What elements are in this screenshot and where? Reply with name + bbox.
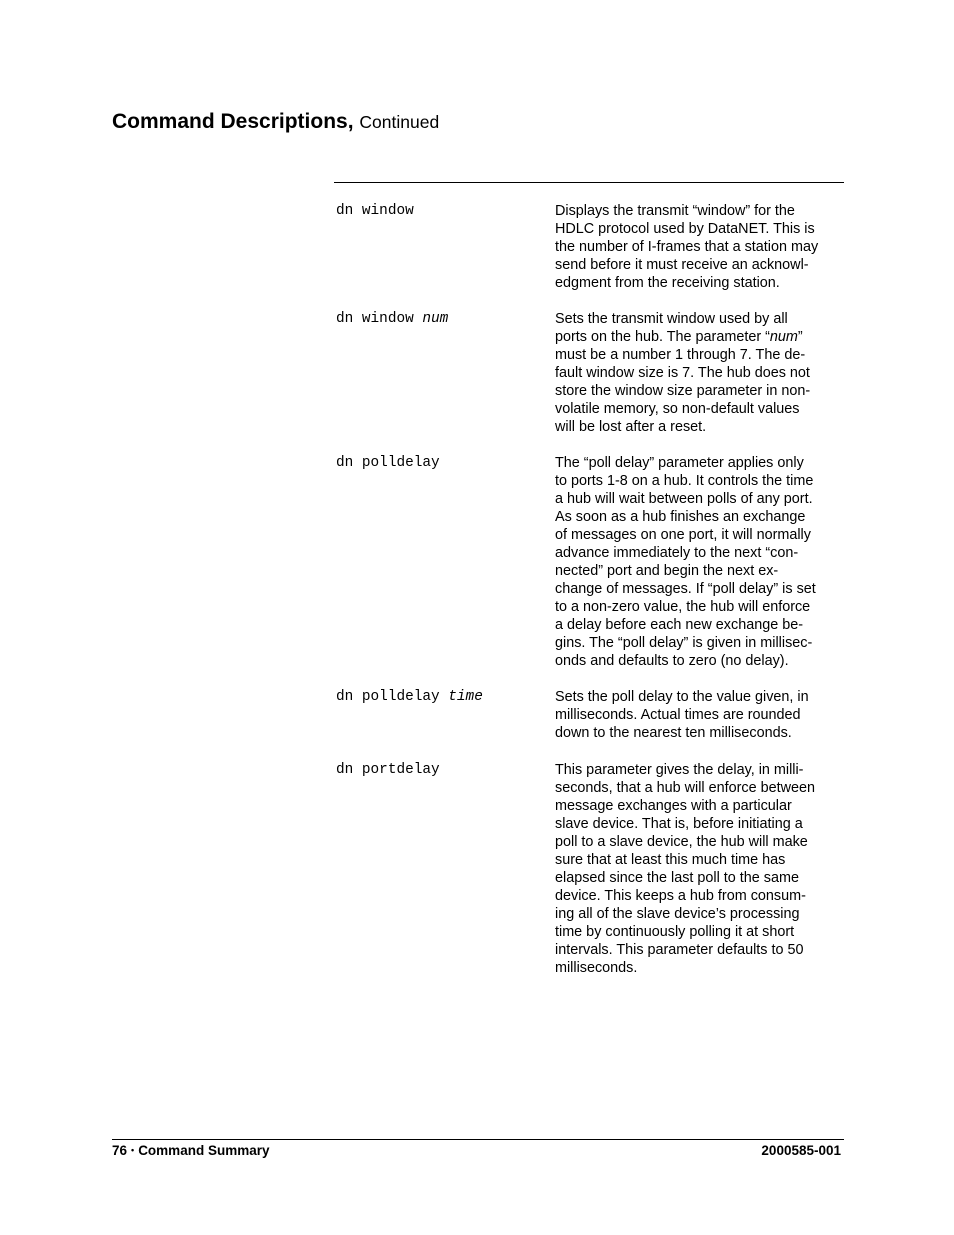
- footer-rule: [112, 1139, 844, 1140]
- command-description: This parameter gives the delay, in milli- seconds, that a hub will enforce between message exchanges with a particular slave device. That is, before initiating a poll to a slave device, the hub will make sure that at least this much time has elapsed since the last poll to the same device. This keeps a hub from consum- ing all of the slave device’s processing time by continuously polling it at short intervals. This parameter defaults to 50 milliseconds.: [555, 762, 815, 976]
- section-name: Command Summary: [138, 1143, 270, 1158]
- table-top-rule: [334, 182, 844, 183]
- command-param: num: [422, 311, 449, 327]
- footer-left: [112, 1143, 269, 1158]
- command-param: time: [448, 689, 483, 705]
- page-number: 76: [112, 1143, 128, 1158]
- command-name: dn polldelay: [336, 455, 440, 471]
- bullet-icon: •: [131, 1145, 135, 1155]
- command-name: dn window num: [336, 311, 449, 327]
- document-number: 2000585-001: [761, 1143, 841, 1158]
- command-name: dn window: [336, 203, 414, 219]
- command-name: dn portdelay: [336, 762, 440, 778]
- command-description: Sets the poll delay to the value given, in milliseconds. Actual times are rounded down to the nearest ten milliseconds.: [555, 689, 809, 741]
- page-title: [112, 110, 439, 134]
- command-description: The “poll delay” parameter applies only to ports 1-8 on a hub. It controls the time a hub will wait between polls of any port. As soon as a hub finishes an exchange of messages on one port, it will normally advance immediately to the next “con- nected” port and begin the next ex- change of messages. If “poll delay” is set to a non-zero value, the hub will enforce a delay before each new exchange be- gins. The “poll delay” is given in millisec- onds and defaults to zero (no delay).: [555, 455, 816, 669]
- command-description: Displays the transmit “window” for the HDLC protocol used by DataNET. This is the number of I-frames that a station may send before it must receive an acknowl- edgment from the receiving station.: [555, 203, 819, 291]
- command-description: Sets the transmit window used by all ports on the hub. The parameter “num” must be a number 1 through 7. The de- fault window size is 7. The hub does not store the window size parameter in non- volatile memory, so non-default values will be lost after a reset.: [555, 311, 811, 435]
- title-main: Command Descriptions,: [112, 110, 354, 133]
- title-continued: Continued: [359, 112, 440, 132]
- command-name: dn polldelay time: [336, 689, 483, 705]
